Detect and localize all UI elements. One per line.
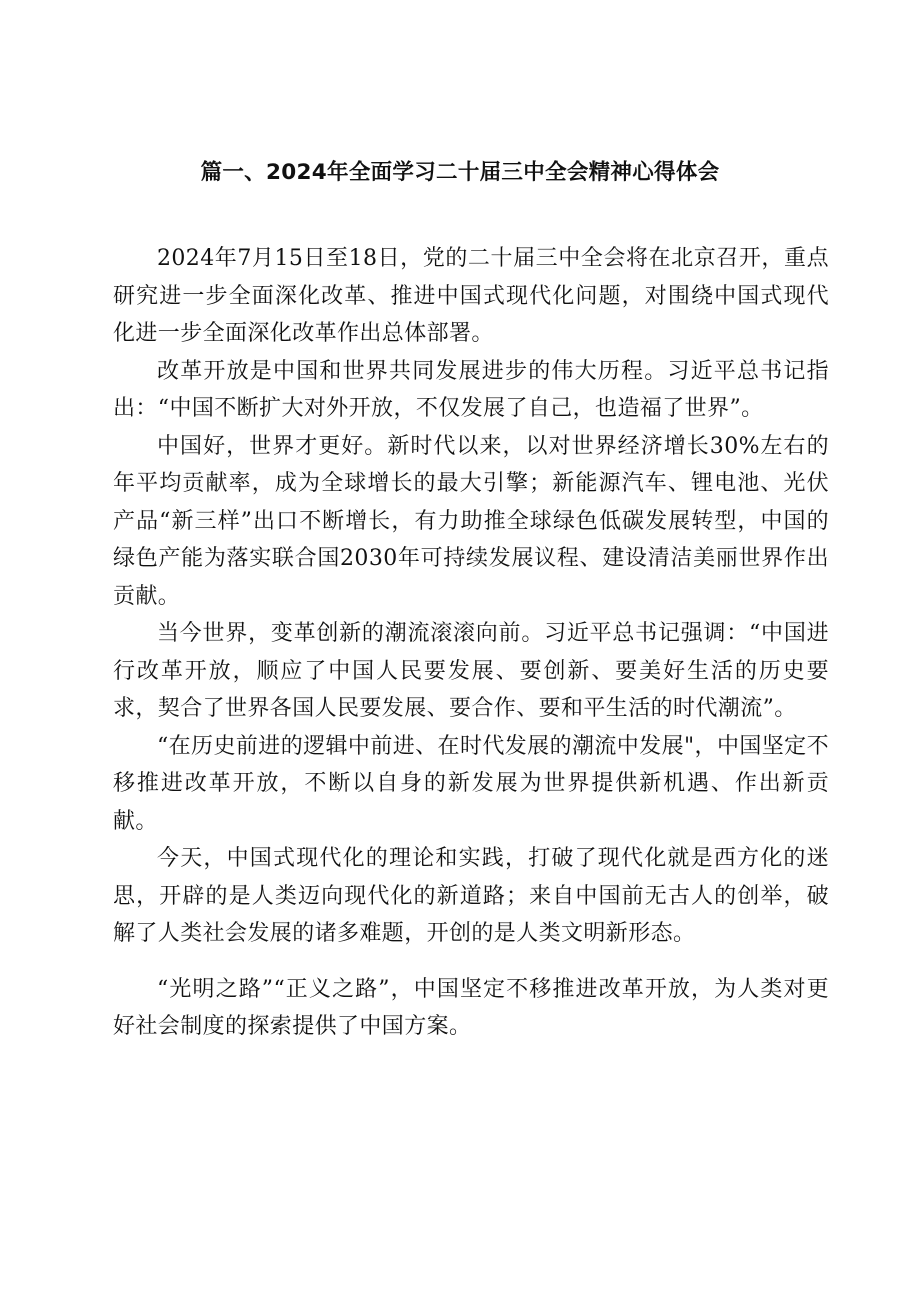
paragraph-5: “在历史前进的逻辑中前进、在时代发展的潮流中发展"，中国坚定不移推进改革开放，不断以自身的新发展为世界提供新机遇、作出新贡献。 [113, 733, 829, 834]
paragraph-6: 今天，中国式现代化的理论和实践，打破了现代化就是西方化的迷思，开辟的是人类迈向现代化的新道路；来自中国前无古人的创举，破解了人类社会发展的诸多难题，开创的是人类文明新形态。 [113, 846, 829, 946]
paragraph-1: 2024年7月15日至18日，党的二十届三中全会将在北京召开，重点研究进一步全面深化改革、推进中国式现代化问题，对围绕中国式现代化进一步全面深化改革作出总体部署。 [113, 246, 829, 346]
paragraph-4: 当今世界，变革创新的潮流滚滚向前。习近平总书记强调：“中国进行改革开放，顺应了中国人民要发展、要创新、要美好生活的历史要求，契合了世界各国人民要发展、要合作、要和平生活的时代潮流”。 [113, 621, 829, 721]
paragraph-7: “光明之路”“正义之路”，中国坚定不移推进改革开放，为人类对更好社会制度的探索提供了中国方案。 [113, 976, 829, 1039]
document-title: 篇一、2024年全面学习二十届三中全会精神心得体会 [200, 160, 720, 185]
paragraph-3: 中国好，世界才更好。新时代以来，以对世界经济增长30%左右的年平均贡献率，成为全球增长的最大引擎；新能源汽车、锂电池、光伏产品“新三样”出口不断增长，有力助推全球绿色低碳发展转型，中国的绿色产能为落实联合国2030年可持续发展议程、建设清洁美丽世界作出贡献。 [113, 433, 829, 609]
paragraph-2: 改革开放是中国和世界共同发展进步的伟大历程。习近平总书记指出：“中国不断扩大对外开放，不仅发展了自己，也造福了世界”。 [113, 358, 829, 421]
document-body [113, 240, 829, 1046]
